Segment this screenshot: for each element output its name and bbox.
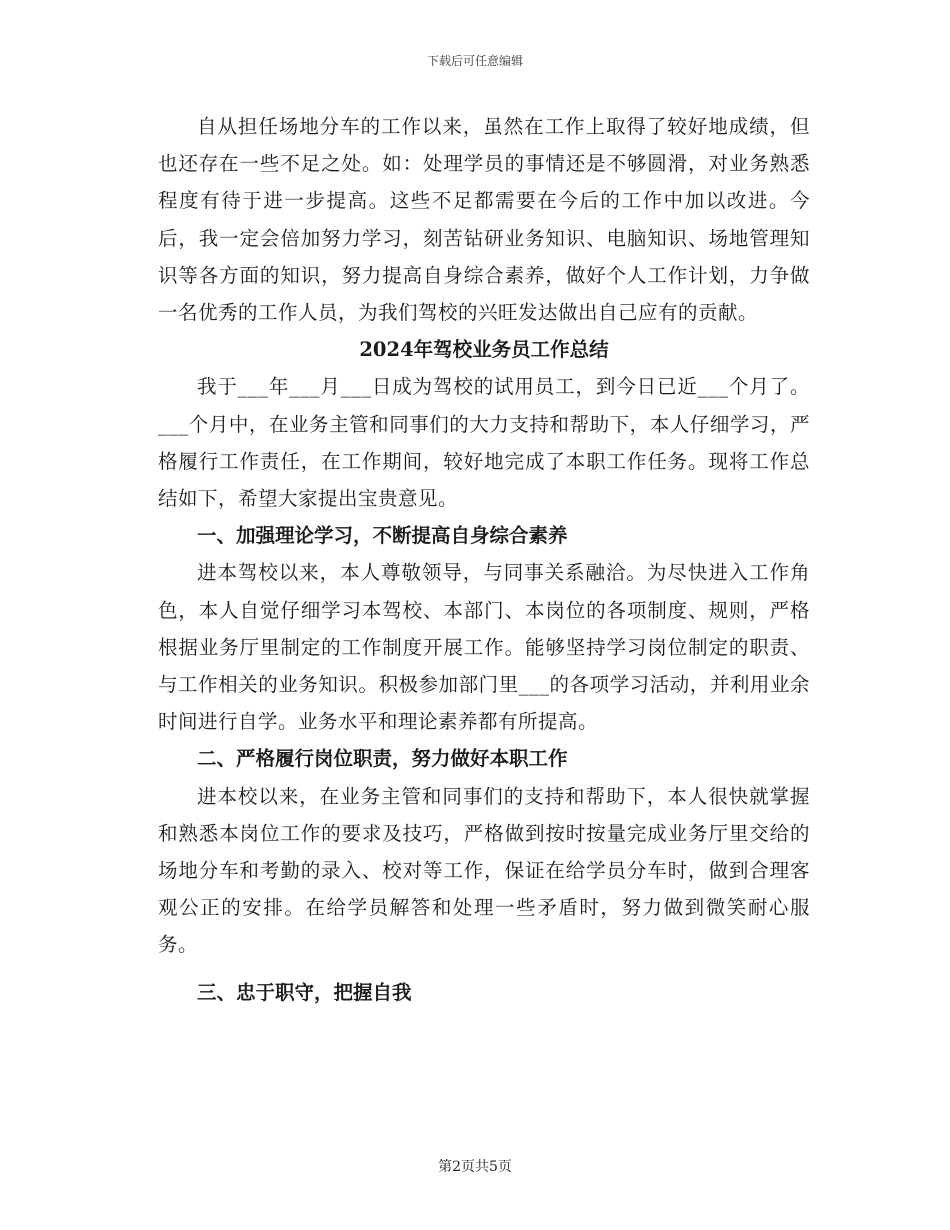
document-body — [158, 108, 810, 1011]
document-title: 2024年驾校业务员工作总结 — [359, 338, 609, 362]
paragraph-section-1: 进本驾校以来，本人尊敬领导，与同事关系融洽。为尽快进入工作角色，本人自觉仔细学习本驾校、本部门、本岗位的各项制度、规则，严格根据业务厅里制定的工作制度开展工作。能够坚持学习岗位制定的职责、与工作相关的业务知识。积极参加部门里___的各项学习活动，并利用业余时间进行自学。业务水平和理论素养都有所提高。 — [158, 561, 810, 734]
paragraph-opening: 我于___年___月___日成为驾校的试用员工，到今日已近___个月了。___个月中，在业务主管和同事们的大力支持和帮助下，本人仔细学习，严格履行工作责任，在工作期间，较好地完成了本职工作任务。现将工作总结如下，希望大家提出宝贵意见。 — [158, 375, 810, 511]
page-header: 下载后可任意编辑 — [426, 54, 523, 68]
section-heading-2: 二、严格履行岗位职责，努力做好本职工作 — [197, 747, 568, 771]
section-heading-1: 一、加强理论学习，不断提高自身综合素养 — [197, 524, 568, 548]
page-footer: 第2页共5页 — [438, 1159, 512, 1175]
paragraph-intro: 自从担任场地分车的工作以来，虽然在工作上取得了较好地成绩，但也还存在一些不足之处。如：处理学员的事情还是不够圆滑，对业务熟悉程度有待于进一步提高。这些不足都需要在今后的工作中加以改进。今后，我一定会倍加努力学习，刻苦钻研业务知识、电脑知识、场地管理知识等各方面的知识，努力提高自身综合素养，做好个人工作计划，力争做一名优秀的工作人员，为我们驾校的兴旺发达做出自己应有的贡献。 — [158, 115, 810, 325]
paragraph-section-2: 进本校以来，在业务主管和同事们的支持和帮助下，本人很快就掌握和熟悉本岗位工作的要求及技巧，严格做到按时按量完成业务厅里交给的场地分车和考勤的录入、校对等工作，保证在给学员分车时，做到合理客观公正的安排。在给学员解答和处理一些矛盾时，努力做到微笑耐心服务。 — [158, 784, 810, 957]
section-heading-3: 三、忠于职守，把握自我 — [197, 980, 412, 1004]
